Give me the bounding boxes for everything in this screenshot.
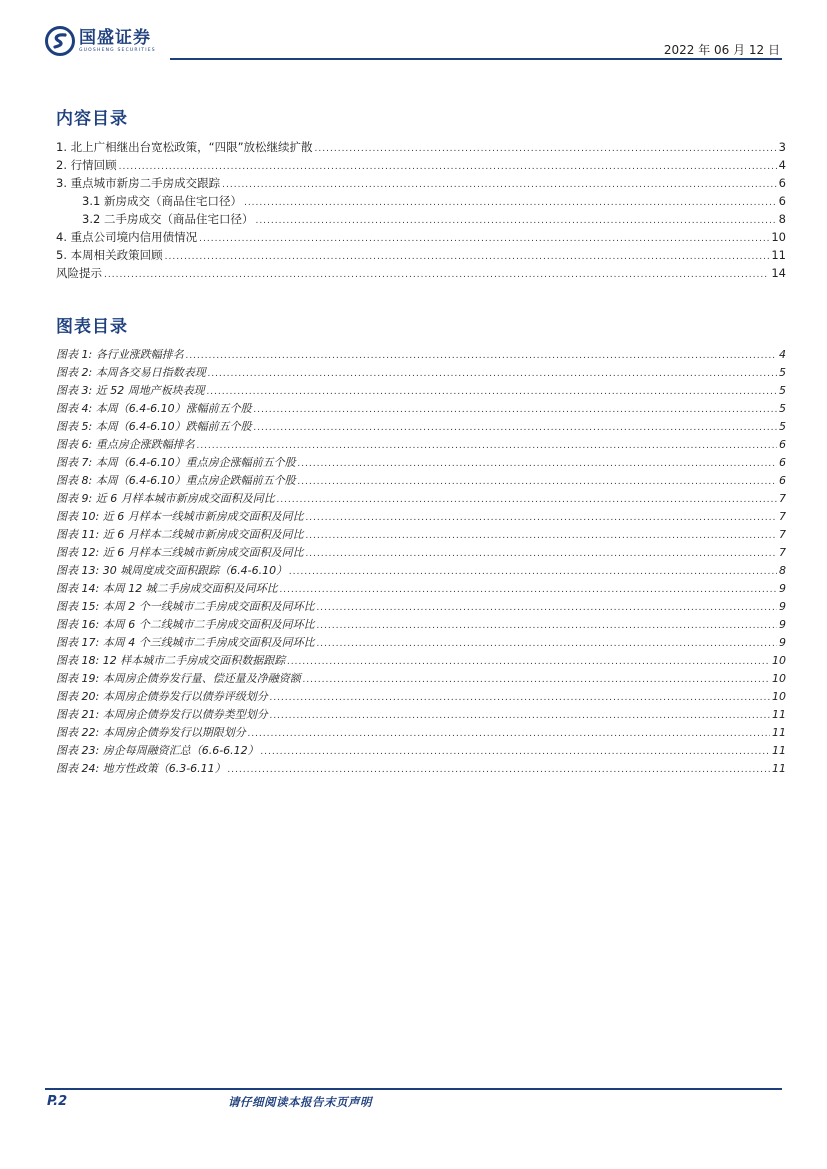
page-header <box>45 24 782 60</box>
figure-item-page: 5 <box>779 366 786 379</box>
figure-leader-dots <box>317 617 777 635</box>
figure-item-page: 6 <box>779 438 786 451</box>
figure-item[interactable] <box>56 382 786 400</box>
figures-title: 图表目录 <box>56 317 128 337</box>
figure-item-page: 4 <box>779 348 786 361</box>
figure-item-page: 10 <box>772 690 786 703</box>
figure-item-page: 6 <box>779 456 786 469</box>
disclaimer-notice: 请仔细阅读本报告末页声明 <box>228 1095 372 1109</box>
header-divider <box>170 58 782 60</box>
figure-item-page: 9 <box>779 618 786 631</box>
figure-item-page: 9 <box>779 600 786 613</box>
figure-leader-dots <box>208 365 777 383</box>
figure-item-label: 图表 17: 本周 4 个三线城市二手房成交面积及同环比 <box>56 636 315 649</box>
figure-item[interactable] <box>56 508 786 526</box>
figure-item-label: 图表 20: 本周房企债券发行以债券评级划分 <box>56 690 268 703</box>
toc-item-page: 10 <box>771 230 786 244</box>
figure-item[interactable] <box>56 364 786 382</box>
figure-item-label: 图表 1: 各行业涨跌幅排名 <box>56 348 184 361</box>
figure-item[interactable] <box>56 400 786 418</box>
figure-item[interactable] <box>56 526 786 544</box>
figure-item[interactable] <box>56 670 786 688</box>
figure-item[interactable] <box>56 616 786 634</box>
figure-item[interactable] <box>56 742 786 760</box>
contents-list <box>56 138 786 282</box>
figure-item-page: 8 <box>779 564 786 577</box>
toc-item-label: 风险提示 <box>56 266 102 280</box>
toc-leader-dots <box>244 194 777 212</box>
figure-leader-dots <box>248 725 770 743</box>
figure-leader-dots <box>254 419 777 437</box>
figure-item-label: 图表 10: 近 6 月样本一线城市新房成交面积及同比 <box>56 510 304 523</box>
figure-item-label: 图表 8: 本周（6.4-6.10）重点房企跌幅前五个股 <box>56 474 296 487</box>
toc-leader-dots <box>255 212 776 230</box>
figure-item-page: 11 <box>772 726 786 739</box>
toc-item-label: 2. 行情回顾 <box>56 158 117 172</box>
figure-item-label: 图表 21: 本周房企债券发行以债券类型划分 <box>56 708 268 721</box>
figure-item-label: 图表 14: 本周 12 城二手房成交面积及同环比 <box>56 582 278 595</box>
toc-subitem[interactable] <box>56 210 786 228</box>
figure-item-label: 图表 15: 本周 2 个一线城市二手房成交面积及同环比 <box>56 600 315 613</box>
figure-item-label: 图表 4: 本周（6.4-6.10）涨幅前五个股 <box>56 402 252 415</box>
toc-item-label: 5. 本周相关政策回顾 <box>56 248 163 262</box>
figure-item-label: 图表 13: 30 城周度成交面积跟踪（6.4-6.10） <box>56 564 288 577</box>
logo-english-name: GUOSHENG SECURITIES <box>79 48 156 53</box>
figure-item[interactable] <box>56 418 786 436</box>
figure-leader-dots <box>298 473 777 491</box>
figure-leader-dots <box>186 347 777 365</box>
figure-leader-dots <box>317 599 777 617</box>
figure-item-page: 11 <box>772 762 786 775</box>
company-logo <box>45 26 156 56</box>
figure-item-label: 图表 18: 12 样本城市二手房成交面积数据跟踪 <box>56 654 286 667</box>
figure-leader-dots <box>289 563 777 581</box>
figure-item[interactable] <box>56 544 786 562</box>
figure-item-page: 7 <box>779 528 786 541</box>
toc-item-label: 1. 北上广相继出台宽松政策，“四限”放松继续扩散 <box>56 140 313 154</box>
figure-item[interactable] <box>56 652 786 670</box>
figure-leader-dots <box>261 743 770 761</box>
figure-leader-dots <box>207 383 777 401</box>
figure-leader-dots <box>306 545 777 563</box>
figure-item-page: 11 <box>772 708 786 721</box>
figure-leader-dots <box>270 707 770 725</box>
figure-leader-dots <box>270 689 770 707</box>
figure-leader-dots <box>287 653 770 671</box>
figure-item-label: 图表 2: 本周各交易日指数表现 <box>56 366 206 379</box>
guosheng-logo-icon <box>45 26 75 56</box>
toc-leader-dots <box>222 176 777 194</box>
figure-item-page: 10 <box>772 672 786 685</box>
toc-item-page: 6 <box>778 176 786 190</box>
toc-subitem[interactable] <box>56 192 786 210</box>
figure-leader-dots <box>306 509 777 527</box>
figure-item[interactable] <box>56 724 786 742</box>
figure-item-page: 5 <box>779 420 786 433</box>
report-date: 2022 年 06 月 12 日 <box>663 43 780 57</box>
figure-item-page: 5 <box>779 384 786 397</box>
figure-item-page: 7 <box>779 546 786 559</box>
figure-item[interactable] <box>56 454 786 472</box>
figure-leader-dots <box>277 491 777 509</box>
toc-item[interactable] <box>56 246 786 264</box>
toc-item-page: 3 <box>778 140 786 154</box>
figure-item[interactable] <box>56 580 786 598</box>
figure-item-label: 图表 5: 本周（6.4-6.10）跌幅前五个股 <box>56 420 252 433</box>
toc-item-page: 4 <box>778 158 786 172</box>
figure-leader-dots <box>303 671 770 689</box>
toc-item-label: 4. 重点公司境内信用债情况 <box>56 230 198 244</box>
figure-leader-dots <box>317 635 777 653</box>
toc-item-page: 8 <box>778 212 786 226</box>
figure-leader-dots <box>228 761 770 779</box>
toc-item-page: 6 <box>778 194 786 208</box>
figure-leader-dots <box>280 581 777 599</box>
figure-item[interactable] <box>56 346 786 364</box>
figure-item-label: 图表 24: 地方性政策（6.3-6.11） <box>56 762 226 775</box>
toc-item[interactable] <box>56 228 786 246</box>
figure-item-page: 6 <box>779 474 786 487</box>
figure-item-label: 图表 7: 本周（6.4-6.10）重点房企涨幅前五个股 <box>56 456 296 469</box>
figure-leader-dots <box>197 437 777 455</box>
figure-leader-dots <box>298 455 777 473</box>
figure-item-label: 图表 6: 重点房企涨跌幅排名 <box>56 438 195 451</box>
toc-item[interactable] <box>56 174 786 192</box>
figure-item-page: 7 <box>779 510 786 523</box>
toc-item-page: 11 <box>771 248 786 262</box>
toc-item-label: 3.1 新房成交（商品住宅口径） <box>82 194 242 208</box>
toc-leader-dots <box>165 248 770 266</box>
figure-item[interactable] <box>56 436 786 454</box>
toc-leader-dots <box>104 266 769 284</box>
figure-item-label: 图表 9: 近 6 月样本城市新房成交面积及同比 <box>56 492 275 505</box>
figure-item[interactable] <box>56 688 786 706</box>
toc-item[interactable] <box>56 264 786 282</box>
figure-item-label: 图表 12: 近 6 月样本三线城市新房成交面积及同比 <box>56 546 304 559</box>
figure-item-page: 11 <box>772 744 786 757</box>
figure-item[interactable] <box>56 490 786 508</box>
figure-item[interactable] <box>56 706 786 724</box>
toc-item[interactable] <box>56 138 786 156</box>
figure-item-label: 图表 11: 近 6 月样本二线城市新房成交面积及同比 <box>56 528 304 541</box>
figure-item-page: 9 <box>779 636 786 649</box>
figure-item-page: 7 <box>779 492 786 505</box>
figures-list <box>56 346 786 778</box>
figure-item-label: 图表 19: 本周房企债券发行量、偿还量及净融资额 <box>56 672 301 685</box>
page-number: P.2 <box>47 1094 68 1109</box>
toc-item[interactable] <box>56 156 786 174</box>
figure-item-label: 图表 22: 本周房企债券发行以期限划分 <box>56 726 246 739</box>
figure-leader-dots <box>306 527 777 545</box>
figure-item[interactable] <box>56 634 786 652</box>
figure-item[interactable] <box>56 760 786 778</box>
figure-leader-dots <box>254 401 777 419</box>
toc-item-label: 3. 重点城市新房二手房成交跟踪 <box>56 176 221 190</box>
figure-item[interactable] <box>56 472 786 490</box>
figure-item-page: 5 <box>779 402 786 415</box>
toc-leader-dots <box>315 140 777 158</box>
figure-item-page: 9 <box>779 582 786 595</box>
figure-item-label: 图表 16: 本周 6 个二线城市二手房成交面积及同环比 <box>56 618 315 631</box>
figure-item[interactable] <box>56 562 786 580</box>
figure-item[interactable] <box>56 598 786 616</box>
footer-divider <box>45 1088 782 1090</box>
toc-item-label: 3.2 二手房成交（商品住宅口径） <box>82 212 254 226</box>
toc-item-page: 14 <box>771 266 786 280</box>
contents-title: 内容目录 <box>56 109 128 129</box>
figure-item-label: 图表 23: 房企每周融资汇总（6.6-6.12） <box>56 744 259 757</box>
figure-item-page: 10 <box>772 654 786 667</box>
toc-leader-dots <box>199 230 769 248</box>
logo-chinese-name: 国盛证券 <box>79 28 151 48</box>
figure-item-label: 图表 3: 近 52 周地产板块表现 <box>56 384 205 397</box>
